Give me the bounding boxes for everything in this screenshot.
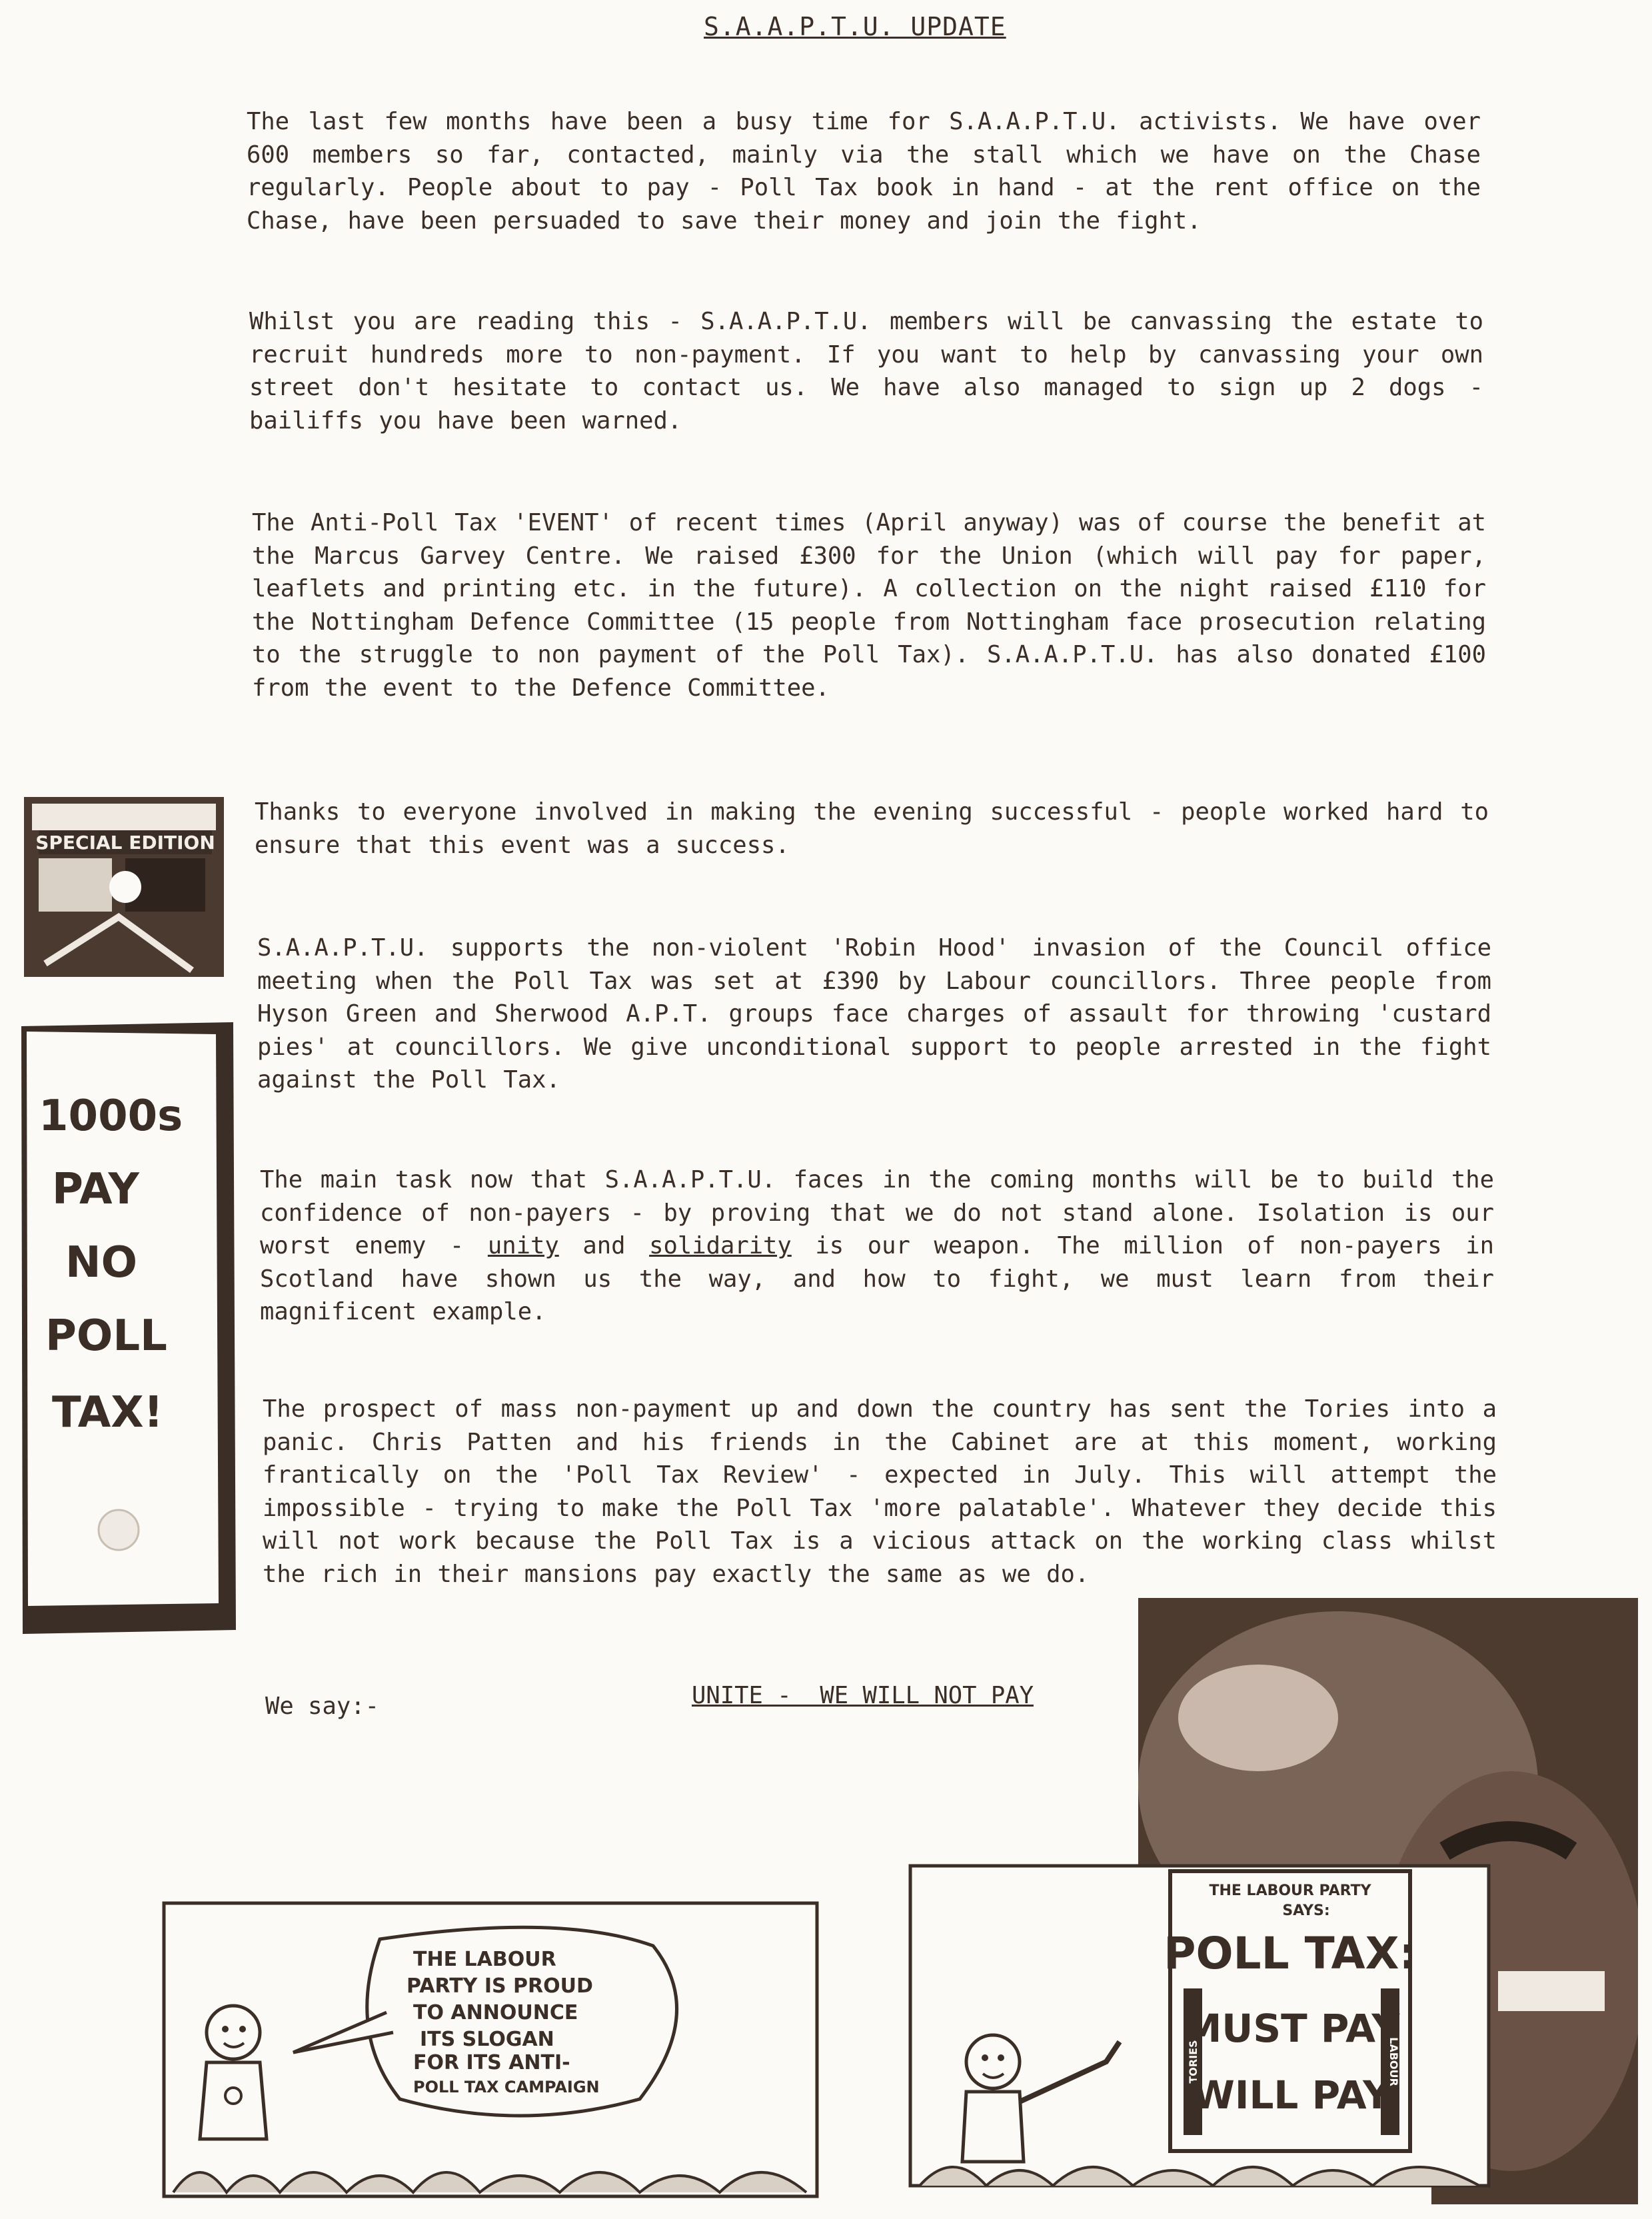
cartoon-right — [906, 1862, 1493, 2204]
poster-line-5: TAX! — [52, 1388, 163, 1437]
main-task-text-a: The main task now that S.A.A.P.T.U. faces in the coming months will be to build the confidence of non-payers - by proving that we do not stand alone. Isolation is our worst enemy - — [260, 1166, 1494, 1259]
we-say-label: We say:- — [265, 1693, 379, 1720]
banner-side-right: LABOUR — [1387, 2037, 1400, 2086]
bubble-line-6: POLL TAX CAMPAIGN — [413, 2078, 600, 2096]
paragraph-prospect: The prospect of mass non-payment up and down the country has sent the Tories into a panic. Chris Patten and his friends in the Cabinet are at this moment, working frantically on the 'Poll Tax Review' - expected in July. This will attempt the impossible - trying to make the Poll Tax 'more palatable'. Whatever they decide this will not work because the Poll Tax is a vicious attack on the working class whilst the rich in their mansions pay exactly the same as we do. — [263, 1395, 1497, 1588]
banner-side-left: TORIES — [1187, 2040, 1200, 2084]
bubble-line-3: TO ANNOUNCE — [413, 2001, 578, 2024]
paragraph-membership: The last few months have been a busy time for S.A.A.P.T.U. activists. We have over 600 members so far, contacted, mainly via the stall which we have on the Chase regularly. People about to pay - Poll Tax book in hand - at the rent office on the Chase, have been persuaded to save their money and join the fight. — [247, 108, 1481, 235]
paragraph-main-task — [260, 1163, 1494, 1329]
bubble-line-5: FOR ITS ANTI- — [413, 2051, 570, 2074]
banner-line-2: WILL PAY — [1192, 2072, 1391, 2118]
banner-top-2: SAYS: — [1282, 1902, 1330, 1919]
paragraph-event: The Anti-Poll Tax 'EVENT' of recent times (April anyway) was of course the benefit at the Marcus Garvey Centre. We raised £300 for the Union (which will pay for paper, leaflets and printing etc. in the future). A collection on the night raised £110 for the Nottingham Defence Committee (15 people from Nottingham face prosecution relating to the struggle to non payment of the Poll Tax). S.A.A.P.T.U. has also donated £100 from the event to the Defence Committee. — [252, 509, 1486, 702]
solidarity-word: solidarity — [649, 1232, 792, 1259]
poster-line-2: PAY — [52, 1165, 139, 1214]
closing-slogan: UNITE - WE WILL NOT PAY — [692, 1682, 1034, 1709]
poster-line-3: NO — [65, 1238, 137, 1287]
special-edition-label: SPECIAL EDITION — [35, 832, 215, 854]
side-poster — [19, 1017, 239, 1637]
unity-word: unity — [487, 1232, 559, 1259]
poster-line-1: 1000s — [39, 1092, 183, 1141]
poster-line-4: POLL — [45, 1311, 167, 1361]
paragraph-thanks: Thanks to everyone involved in making the evening successful - people worked hard to ensure that this event was a success. — [255, 798, 1489, 859]
cartoon-left — [160, 1899, 826, 2219]
main-task-text-b: and — [558, 1232, 650, 1259]
banner-main: POLL TAX: — [1164, 1928, 1417, 1979]
bubble-line-2: PARTY IS PROUD — [407, 1974, 593, 1998]
paragraph-canvassing: Whilst you are reading this - S.A.A.P.T.U. members will be canvassing the estate to recruit hundreds more to non-payment. If you want to help by canvassing your own street don't hesitate to contact us. We have also managed to sign up 2 dogs - bailiffs you have been warned. — [249, 308, 1483, 434]
page-title: S.A.A.P.T.U. UPDATE — [704, 12, 1006, 41]
paragraph-robin-hood: S.A.A.P.T.U. supports the non-violent 'Robin Hood' invasion of the Council office meeting when the Poll Tax was set at £390 by Labour councillors. Three people from Hyson Green and Sherwood A.P.T. groups face charges of assault for throwing 'custard pies' at councillors. We give unconditional support to people arrested in the fight against the Poll Tax. — [257, 934, 1491, 1094]
main-task-text-c: is our weapon. The million of non-payers in Scotland have shown us the way, and how to fight, we must learn from their magnificent example. — [260, 1232, 1494, 1325]
banner-line-1: MUST PAY — [1183, 2006, 1400, 2051]
bubble-line-4: ITS SLOGAN — [420, 2028, 554, 2051]
banner-top-1: THE LABOUR PARTY — [1209, 1882, 1371, 1899]
bubble-line-1: THE LABOUR — [413, 1948, 556, 1971]
special-edition-clipping — [19, 784, 232, 984]
